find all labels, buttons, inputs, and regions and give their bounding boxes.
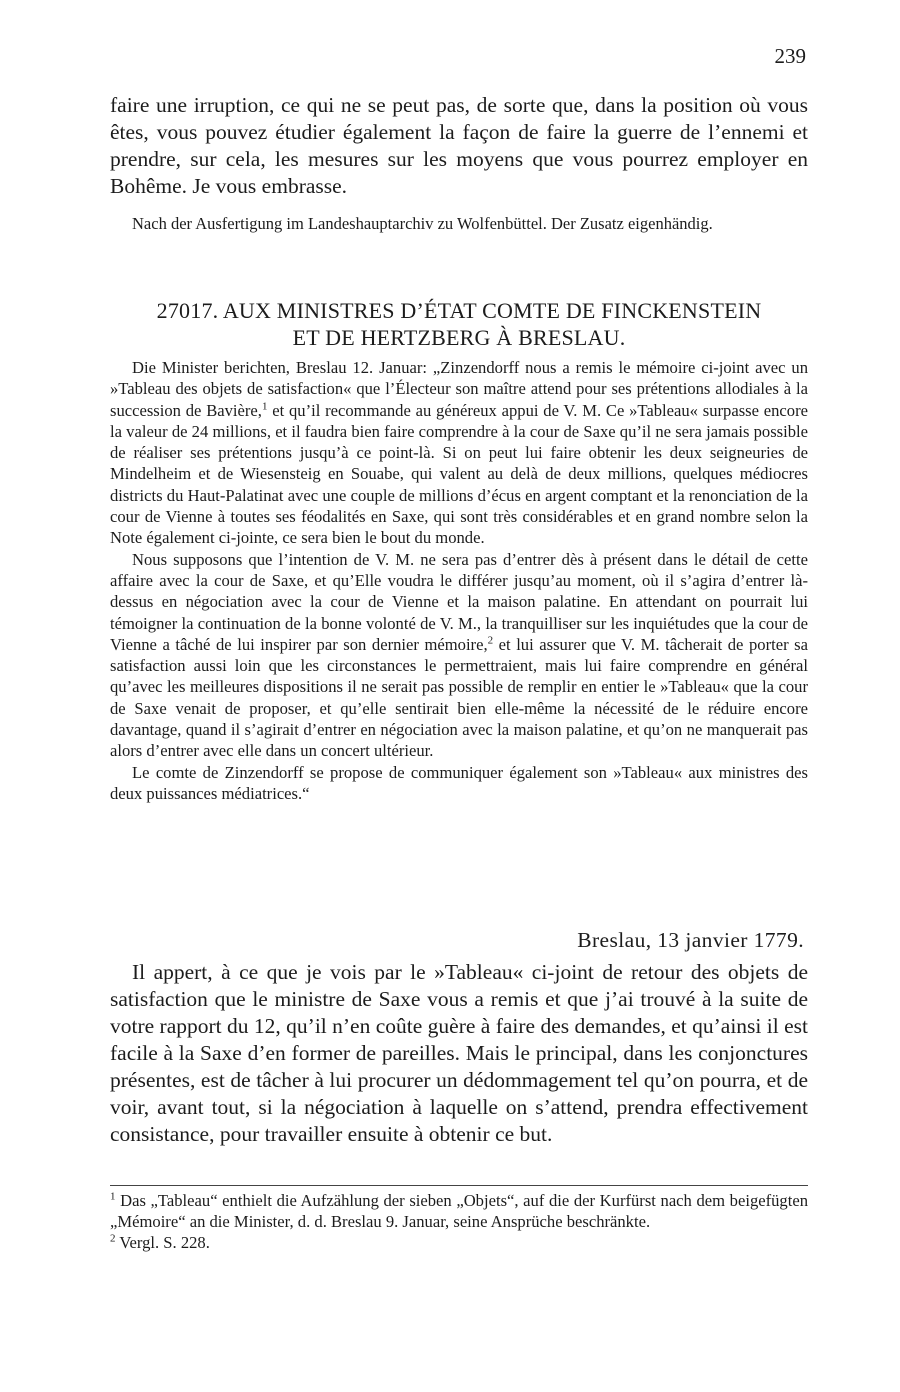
report-paragraph-3: Le comte de Zinzendorff se propose de communiquer également son »Tableau« aux ministres des deux puissances médiatrices.“: [110, 762, 808, 803]
footnote-2: [110, 1232, 808, 1253]
footnote-1: [110, 1190, 808, 1232]
footnote-divider: [110, 1185, 808, 1186]
report-text: et lui assurer que V. M. tâcherait de porter sa satisfaction aussi loin que les circonstances le permettraient, mais lui faire comprendre en général qu’avec les meilleures dispositions il ne serait pas possible de remplir en entier le »Tableau« que la cour de Saxe venait de proposer, et qu’elle sentirait bien elle-même la nécessité de le réduire encore davantage, quand il s’agirait d’entrer en négociation avec la maison palatine, et qu’on ne manquerait pas alors d’entrer avec elle dans un concert ultérieur.: [110, 634, 808, 761]
ministers-report: [110, 357, 808, 804]
footnote-text: Das „Tableau“ enthielt die Aufzählung der sieben „Objets“, auf die der Kurfürst nach dem beigefügten „Mémoire“ an die Minister, d. d. Breslau 9. Januar, seine Ansprüche beschränkte.: [110, 1191, 808, 1231]
footnote-mark: 1: [110, 1190, 116, 1203]
report-text: Die Minister berichten, Breslau 12. Januar: „Zinzendorff nous a remis le mémoire ci-joint avec un »Tableau des objets de satisfaction« que l’Électeur son maître attend pour ses prétentions allodiales à la succession de Bavière,: [110, 358, 808, 420]
continuation-paragraph: faire une irruption, ce qui ne se peut pas, de sorte que, dans la position où vous êtes, vous pouvez étudier également la façon de faire la guerre de l’ennemi et prendre, sur cela, les mesures sur les moyens que vous pourrez employer en Bohême. Je vous embrasse.: [110, 93, 808, 198]
heading-line-2: ET DE HERTZBERG À BRESLAU.: [292, 325, 626, 350]
footnote-reference: 1: [261, 400, 268, 413]
letter-heading: [110, 297, 808, 351]
dateline: Breslau, 13 janvier 1779.: [577, 928, 804, 952]
report-paragraph-2: [110, 549, 808, 762]
letter-body: Il appert, à ce que je vois par le »Tableau« ci-joint de retour des objets de satisfaction que le ministre de Saxe vous a remis et que j’ai trouvé à la suite de votre rapport du 12, qu’il n’en coûte guère à faire des demandes, et qu’ainsi il est facile à la Saxe d’en former de pareilles. Mais le principal, dans les conjonctures présentes, est de tâcher à lui procurer un dédommagement tel qu’on pourra, et de voir, avant tout, si la négociation à laquelle on s’attend, prendra effectivement consistance, pour travailler ensuite à obtenir ce but.: [110, 960, 808, 1146]
footnote-text: Vergl. S. 228.: [115, 1233, 210, 1252]
footnote-reference: 2: [487, 634, 494, 647]
report-paragraph-1: [110, 357, 808, 549]
report-text: Nous supposons que l’intention de V. M. ne sera pas d’entrer dès à présent dans le détail de cette affaire avec la cour de Saxe, et qu’Elle voudra le différer jusqu’au moment, où il s’agira d’entrer là-dessus en négociation avec la cour de Vienne et la maison palatine. En attendant on pourrait lui témoigner la continuation de la bonne volonté de V. M., la tranquilliser sur les inquiétudes que la cour de Vienne a tâché de lui inspirer par son dernier mémoire,: [110, 549, 808, 654]
source-note: Nach der Ausfertigung im Landeshauptarchiv zu Wolfenbüttel. Der Zusatz eigenhändig.: [132, 214, 713, 233]
report-text: et qu’il recommande au généreux appui de V. M. Ce »Tableau« surpasse encore la valeur de 24 millions, et il faudra bien faire comprendre à la cour de Saxe qu’il ne sera jamais possible de réaliser ses prétentions jusqu’à ce point-là. Si on peut lui faire obtenir les deux seigneuries de Mindelheim et de Wiesensteig en Souabe, qui valent au delà de deux millions, quelques médiocres districts du Haut-Palatinat avec une couple de millions d’écus en argent comptant et la renonciation de la cour de Vienne à toutes ses féodalités en Saxe, qui sont très considérables et en grand nombre selon la Note également ci-jointe, ce sera bien le bout du monde.: [110, 400, 808, 548]
page-number: 239: [774, 44, 806, 68]
heading-line-1: 27017. AUX MINISTRES D’ÉTAT COMTE DE FINCKENSTEIN: [156, 298, 762, 323]
footnote-mark: 2: [110, 1232, 116, 1245]
footnotes: [110, 1190, 808, 1253]
